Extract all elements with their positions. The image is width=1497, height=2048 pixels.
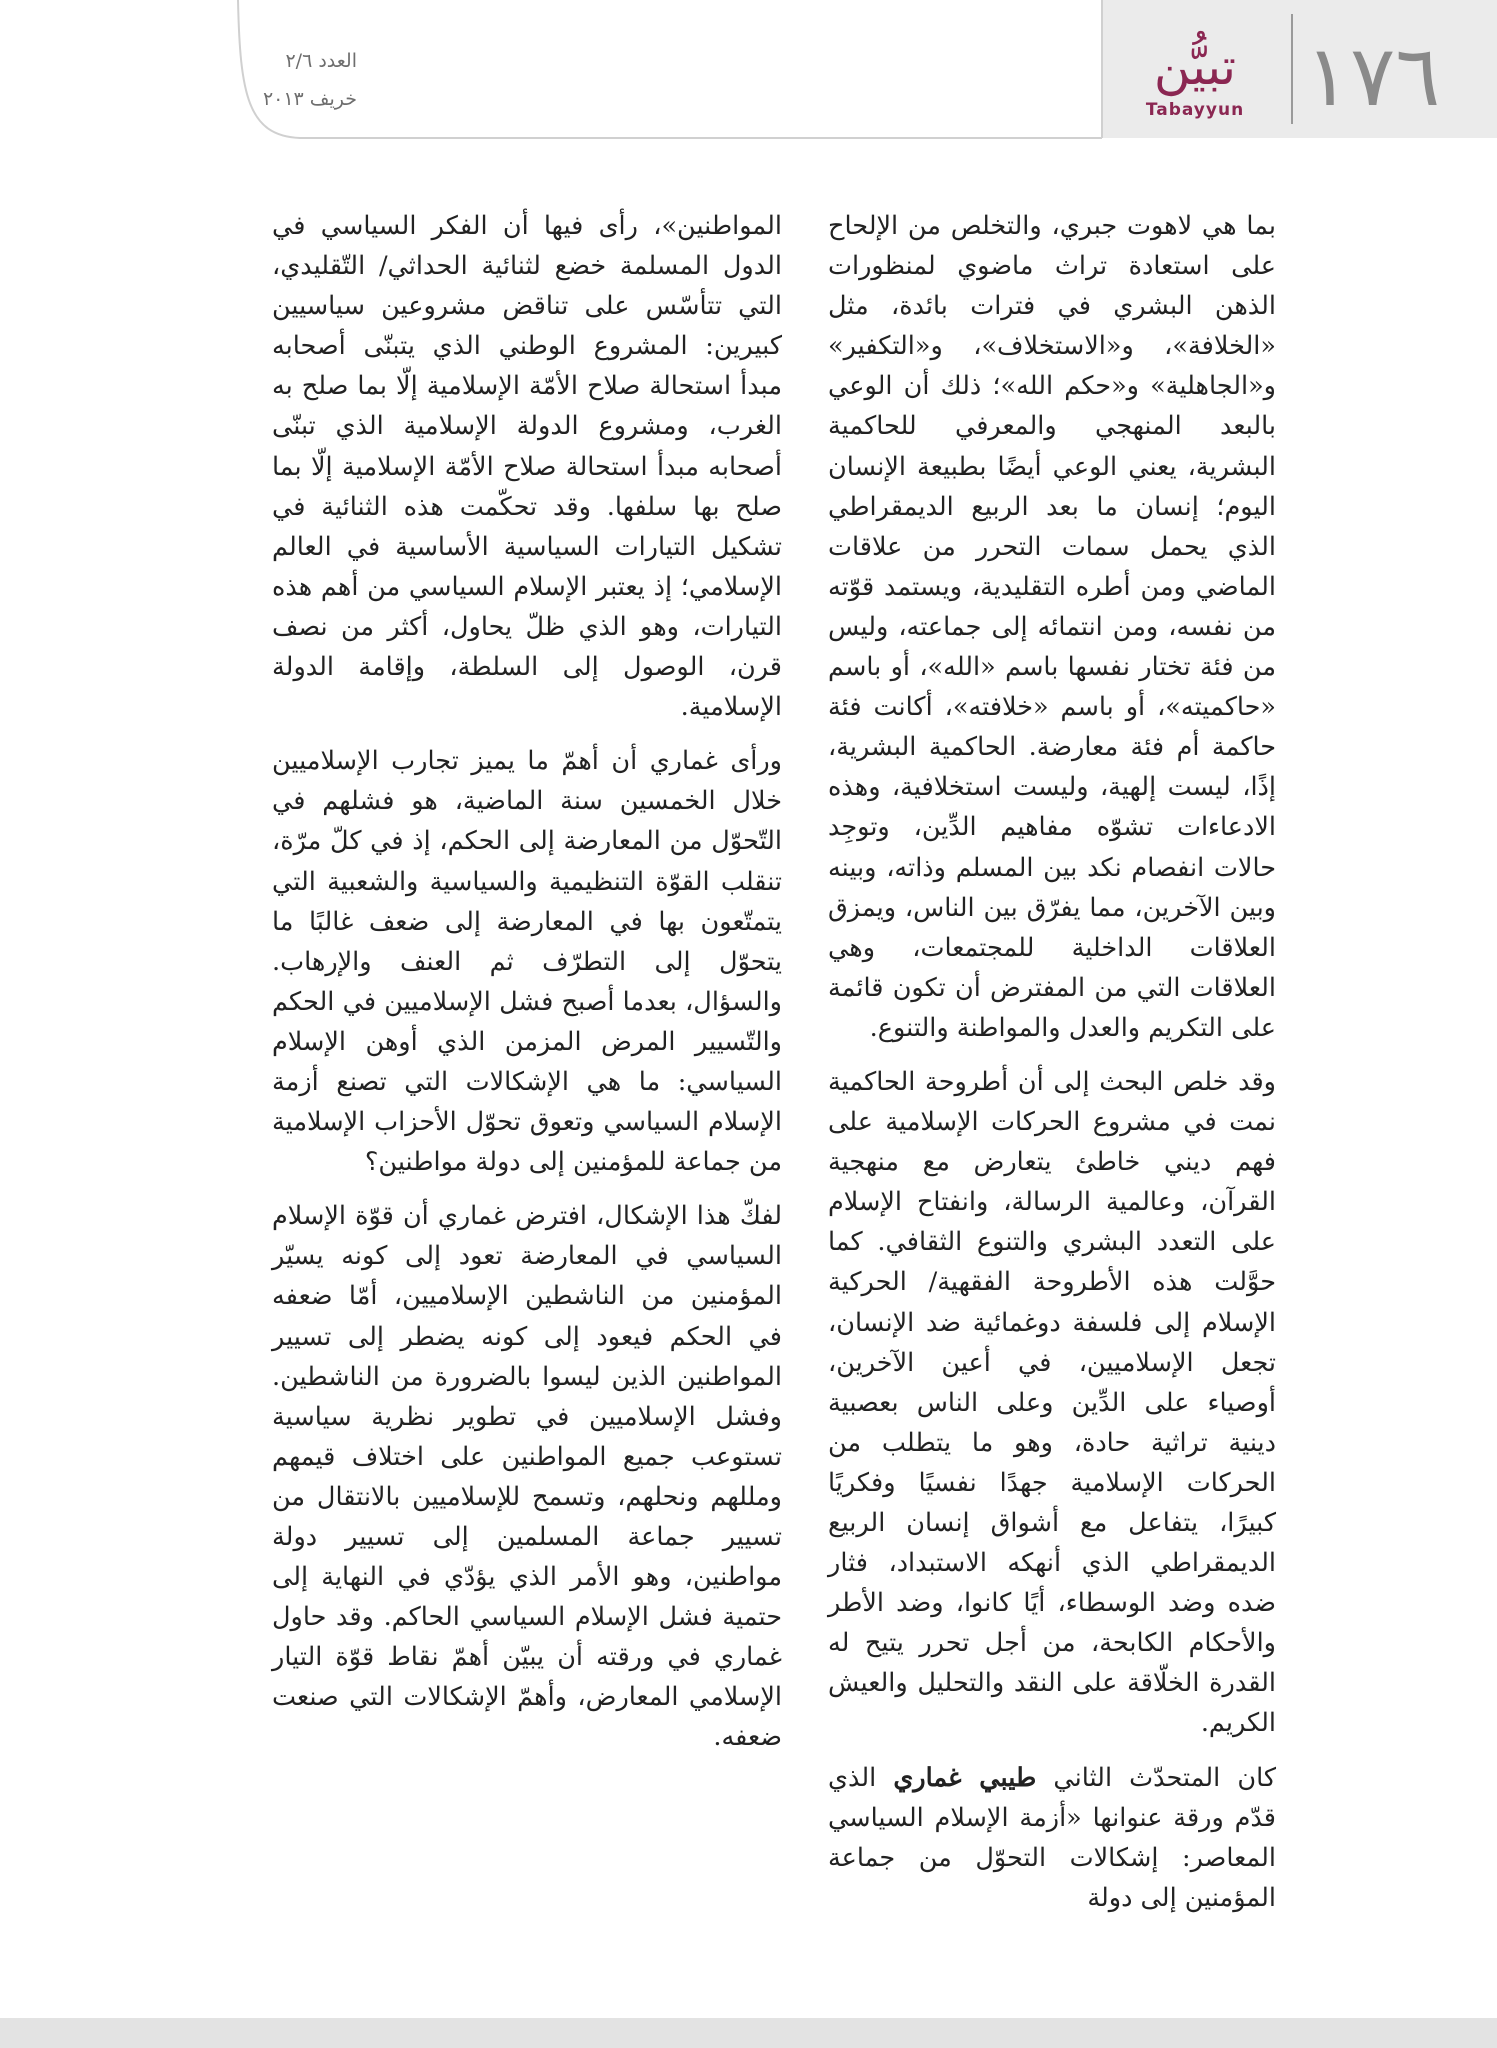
article-column-right: [828, 206, 1276, 1932]
tabayyun-logo: [1125, 36, 1265, 136]
paragraph: بما هي لاهوت جبري، والتخلص من الإلحاح على استعادة تراث ماضوي لمنظورات الذهن البشري في فترات بائدة، مثل «الخلافة»، و«الاستخلاف»، و«التكفير» و«الجاهلية» و«حكم الله»؛ ذلك أن الوعي بالبعد المنهجي والمعرفي للحاكمية البشرية، يعني الوعي أيضًا بطبيعة الإنسان اليوم؛ إنسان ما بعد الربيع الديمقراطي الذي يحمل سمات التحرر من علاقات الماضي ومن أطره التقليدية، ويستمد قوّته من نفسه، ومن انتمائه إلى جماعته، وليس من فئة تختار نفسها باسم «الله»، أو باسم «حاكميته»، أو باسم «خلافته»، أكانت فئة حاكمة أم فئة معارضة. الحاكمية البشرية، إذًا، ليست إلهية، وليست استخلافية، وهذه الادعاءات تشوّه مفاهيم الدِّين، وتوجِد حالات انفصام نكد بين المسلم وذاته، وبينه وبين الآخرين، مما يفرّق بين الناس، ويمزق العلاقات الداخلية للمجتمعات، وهي العلاقات التي من المفترض أن تكون قائمة على التكريم والعدل والمواطنة والتنوع.: [828, 211, 1276, 1043]
speaker-intro-text: كان المتحدّث الثاني: [1036, 1762, 1277, 1793]
issue-number: العدد ٢/٦: [285, 50, 357, 72]
paragraph: لفكّ هذا الإشكال، افترض غماري أن قوّة الإسلام السياسي في المعارضة تعود إلى كونه يسيّر المؤمنين من الناشطين الإسلاميين، أمّا ضعفه في الحكم فيعود إلى كونه يضطر إلى تسيير المواطنين الذين ليسوا بالضرورة من الناشطين. وفشل الإسلاميين في تطوير نظرية سياسية تستوعب جميع المواطنين على اختلاف قيمهم ومللهم ونحلهم، وتسمح للإسلاميين بالانتقال من تسيير جماعة المسلمين إلى تسيير دولة مواطنين، وهو الأمر الذي يؤدّي في النهاية إلى حتمية فشل الإسلام السياسي الحاكم. وقد حاول غماري في ورقته أن يبيّن أهمّ نقاط قوّة التيار الإسلامي المعارض، وأهمّ الإشكالات التي صنعت ضعفه.: [272, 1201, 782, 1753]
speaker-name: طيبي غماري: [893, 1762, 1037, 1793]
paragraph-speaker-intro: [828, 1758, 1276, 1918]
speaker-paper-title: الذي قدّم ورقة عنوانها «أزمة الإسلام السياسي المعاصر: إشكالات التحوّل من جماعة المؤمنين إلى دولة: [828, 1762, 1276, 1913]
footer-band: [0, 2018, 1497, 2048]
paragraph: المواطنين»، رأى فيها أن الفكر السياسي في الدول المسلمة خضع لثنائية الحداثي/ التّقليدي، التي تتأسّس على تناقض مشروعين سياسيين كبيرين: المشروع الوطني الذي يتبنّى أصحابه مبدأ استحالة صلاح الأمّة الإسلامية إلّا بما صلح به الغرب، ومشروع الدولة الإسلامية الذي تبنّى أصحابه مبدأ استحالة صلاح الأمّة الإسلامية إلّا بما صلح بها سلفها. وقد تحكّمت هذه الثنائية في تشكيل التيارات السياسية الأساسية في العالم الإسلامي؛ إذ يعتبر الإسلام السياسي من أهم هذه التيارات، وهو الذي ظلّ يحاول، أكثر من نصف قرن، الوصول إلى السلطة، وإقامة الدولة الإسلامية.: [272, 211, 782, 723]
logo-arabic-text: تبيُّن: [1153, 38, 1237, 96]
logo-latin-text: Tabayyun: [1145, 100, 1245, 120]
page-number: ١٧٦: [1305, 27, 1441, 125]
paragraph: ورأى غماري أن أهمّ ما يميز تجارب الإسلاميين خلال الخمسين سنة الماضية، هو فشلهم في التّحوّل من المعارضة إلى الحكم، إذ في كلّ مرّة، تنقلب القوّة التنظيمية والسياسية والشعبية التي يتمتّعون بها في المعارضة إلى ضعف غالبًا ما يتحوّل إلى التطرّف ثم العنف والإرهاب. والسؤال، بعدما أصبح فشل الإسلاميين في الحكم والتّسيير المرض المزمن الذي أوهن الإسلام السياسي: ما هي الإشكالات التي تصنع أزمة الإسلام السياسي وتعوق تحوّل الأحزاب الإسلامية من جماعة للمؤمنين إلى دولة مواطنين؟: [272, 746, 782, 1178]
header-bar: [0, 0, 1497, 142]
paragraph: وقد خلص البحث إلى أن أطروحة الحاكمية نمت في مشروع الحركات الإسلامية على فهم ديني خاطئ يتعارض مع منهجية القرآن، وعالمية الرسالة، وانفتاح الإسلام على التعدد البشري والتنوع الثقافي. كما حوَّلت هذه الأطروحة الفقهية/ الحركية الإسلام إلى فلسفة دوغمائية ضد الإنسان، تجعل الإسلاميين، في أعين الآخرين، أوصياء على الدِّين وعلى الناس بعصبية دينية تراثية حادة، وهو ما يتطلب من الحركات الإسلامية جهدًا نفسيًا وفكريًا كبيرًا، يتفاعل مع أشواق إنسان الربيع الديمقراطي الذي أنهكه الاستبداد، فثار ضده وضد الوسطاء، أيًا كانوا، وضد الأطر والأحكام الكابحة، من أجل تحرر يتيح له القدرة الخلّاقة على النقد والتحليل والعيش الكريم.: [828, 1066, 1276, 1739]
article-column-left: [272, 206, 782, 1772]
issue-season: خريف ٢٠١٣: [262, 88, 357, 110]
